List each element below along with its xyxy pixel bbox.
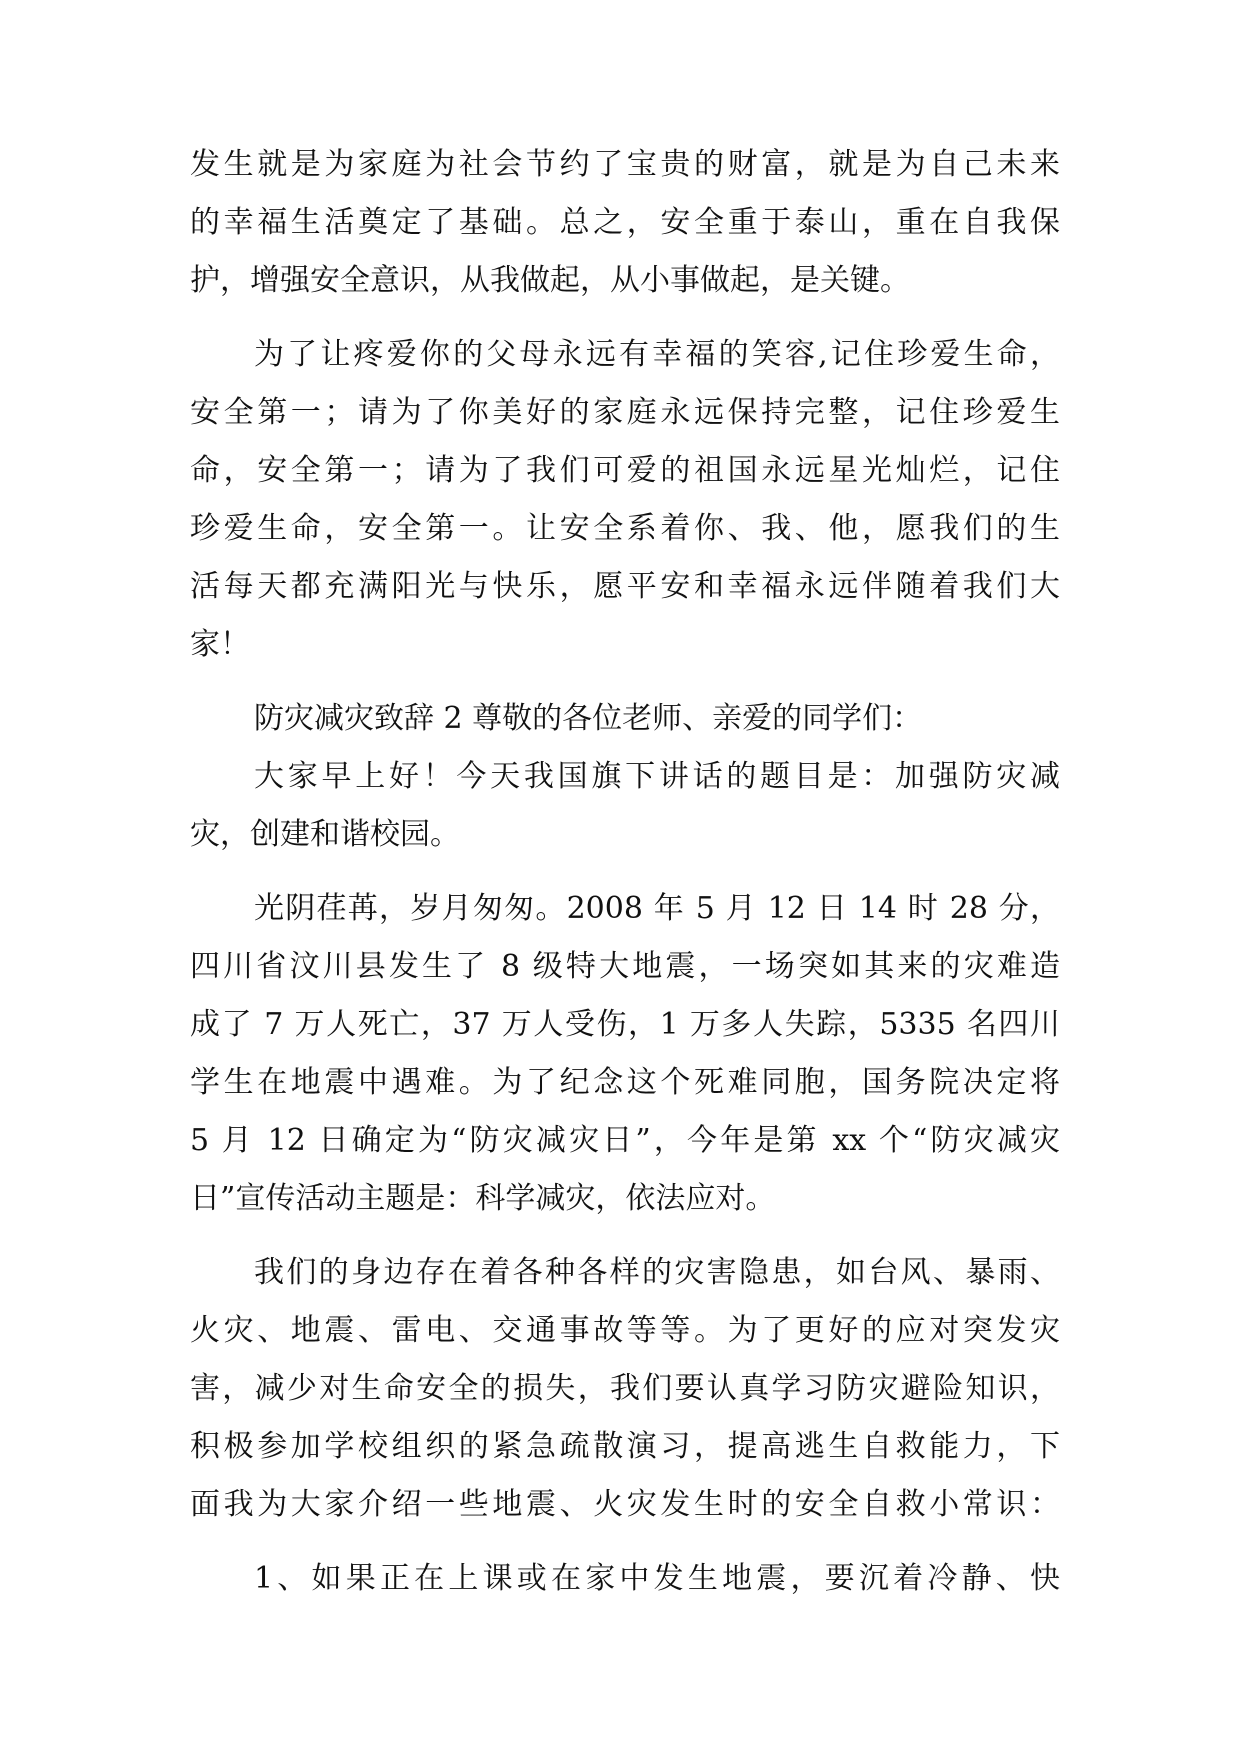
text-line: 面我为大家介绍一些地震、火灾发生时的安全自救小常识： xyxy=(190,1487,1060,1522)
text-line: 的幸福生活奠定了基础。总之，安全重于泰山，重在自我保 xyxy=(190,205,1060,240)
text-line: 灾，创建和谐校园。 xyxy=(190,817,460,852)
text-line: 安全第一；请为了你美好的家庭永远保持完整，记住珍爱生 xyxy=(190,395,1060,430)
text-line: 家！ xyxy=(190,627,250,662)
paragraph-first-line: 光阴荏苒，岁月匆匆。2008 年 5 月 12 日 14 时 28 分， xyxy=(254,891,1060,926)
text-line: 害，减少对生命安全的损失，我们要认真学习防灾避险知识， xyxy=(190,1371,1060,1406)
text-line: 命，安全第一；请为了我们可爱的祖国永远星光灿烂，记住 xyxy=(190,453,1060,488)
paragraph-first-line: 1、如果正在上课或在家中发生地震，要沉着冷静、快 xyxy=(254,1561,1060,1596)
text-line: 护，增强安全意识，从我做起，从小事做起，是关键。 xyxy=(190,263,910,298)
paragraph-first-line: 为了让疼爱你的父母永远有幸福的笑容,记住珍爱生命， xyxy=(254,337,1060,372)
text-line: 四川省汶川县发生了 8 级特大地震，一场突如其来的灾难造 xyxy=(190,949,1060,984)
text-line: 活每天都充满阳光与快乐，愿平安和幸福永远伴随着我们大 xyxy=(190,569,1060,604)
text-line: 日”宣传活动主题是：科学减灾，依法应对。 xyxy=(190,1181,776,1216)
text-line: 发生就是为家庭为社会节约了宝贵的财富，就是为自己未来 xyxy=(190,147,1060,182)
paragraph-first-line: 我们的身边存在着各种各样的灾害隐患，如台风、暴雨、 xyxy=(254,1255,1060,1290)
text-line: 火灾、地震、雷电、交通事故等等。为了更好的应对突发灾 xyxy=(190,1313,1060,1348)
section-heading: 防灾减灾致辞 2 尊敬的各位老师、亲爱的同学们： xyxy=(254,701,923,736)
paragraph-first-line: 大家早上好！今天我国旗下讲话的题目是：加强防灾减 xyxy=(254,759,1060,794)
text-line: 珍爱生命，安全第一。让安全系着你、我、他，愿我们的生 xyxy=(190,511,1060,546)
text-line: 成了 7 万人死亡，37 万人受伤，1 万多人失踪，5335 名四川 xyxy=(190,1007,1060,1042)
text-line: 5 月 12 日确定为“防灾减灾日”，今年是第 xx 个“防灾减灾 xyxy=(190,1123,1060,1158)
text-line: 积极参加学校组织的紧急疏散演习，提高逃生自救能力，下 xyxy=(190,1429,1060,1464)
text-line: 学生在地震中遇难。为了纪念这个死难同胞，国务院决定将 xyxy=(190,1065,1060,1100)
